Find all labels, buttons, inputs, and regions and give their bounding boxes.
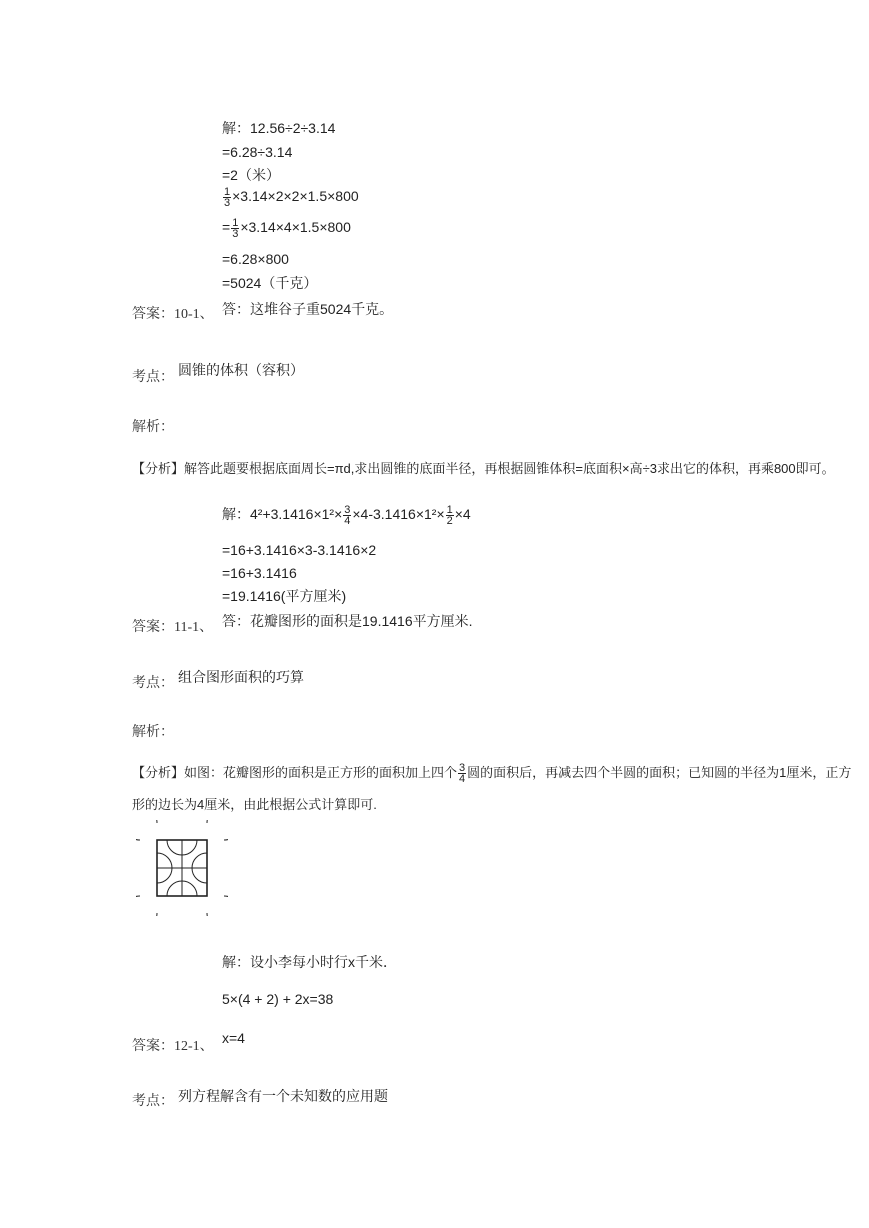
point-label: 考点： <box>132 676 174 691</box>
solution-line: $\frac{1}{3}$ ×3.14×2×2×1.5×800 <box>224 186 359 209</box>
fraction: $\frac{3}{4}$ <box>459 762 466 786</box>
analysis-text: 【分析】如图：花瓣图形的面积是正方形的面积加上四个 $\frac{3}{4}$ 圆的面积后，再减去四个半圆的面积；已知圆的半径为1厘米，正方 <box>132 762 852 786</box>
answer-text: 答：这堆谷子重5024千克。 <box>222 301 394 317</box>
solution-line: =2（米） <box>222 167 280 183</box>
fraction: $\frac{1}{3}$ <box>224 186 231 209</box>
answer-label: 答案：12-1、 <box>132 1039 214 1054</box>
answer-text: 答：花瓣图形的面积是19.1416平方厘米. <box>222 613 473 629</box>
analysis-text: 形的边长为4厘米，由此根据公式计算即可. <box>132 797 377 812</box>
solution-line: =6.28÷3.14 <box>222 144 293 160</box>
solution-line: 5×(4 + 2) + 2x=38 <box>222 991 334 1007</box>
solution-line: =16+3.1416×3-3.1416×2 <box>222 542 377 558</box>
point-label: 考点： <box>132 370 174 385</box>
analysis-text: 【分析】解答此题要根据底面周长=πd,求出圆锥的底面半径，再根据圆锥体积=底面积×高÷3求出它的体积，再乘800即可。 <box>132 461 835 476</box>
fraction: $\frac{1}{2}$ <box>446 504 453 527</box>
point-text: 组合图形面积的巧算 <box>178 669 304 685</box>
solution-line: =16+3.1416 <box>222 565 297 581</box>
point-text: 圆锥的体积（容积） <box>178 362 304 378</box>
analysis-label: 解析： <box>132 420 174 435</box>
answer-label: 答案：11-1、 <box>132 620 214 635</box>
solution-line: 解：12.56÷2÷3.14 <box>222 120 336 136</box>
point-label: 考点： <box>132 1094 174 1109</box>
solution-line: =6.28×800 <box>222 251 289 267</box>
answer-label: 答案：10-1、 <box>132 307 214 322</box>
fraction: $\frac{1}{3}$ <box>232 217 239 240</box>
solution-line: =19.1416(平方厘米) <box>222 588 347 604</box>
analysis-label: 解析： <box>132 725 174 740</box>
solution-line: =5024（千克） <box>222 275 318 291</box>
answer-text: x=4 <box>222 1030 245 1046</box>
point-text: 列方程解含有一个未知数的应用题 <box>178 1088 388 1104</box>
solution-line: 解：4²+3.1416×1²× $\frac{3}{4}$ ×4-3.1416×1²× $\frac{1}{2}$ ×4 <box>222 504 471 527</box>
fraction: $\frac{3}{4}$ <box>344 504 351 527</box>
petal-figure <box>136 820 228 916</box>
solution-line: = $\frac{1}{3}$ ×3.14×4×1.5×800 <box>222 217 351 240</box>
solution-line: 解：设小李每小时行x千米． <box>222 954 397 970</box>
